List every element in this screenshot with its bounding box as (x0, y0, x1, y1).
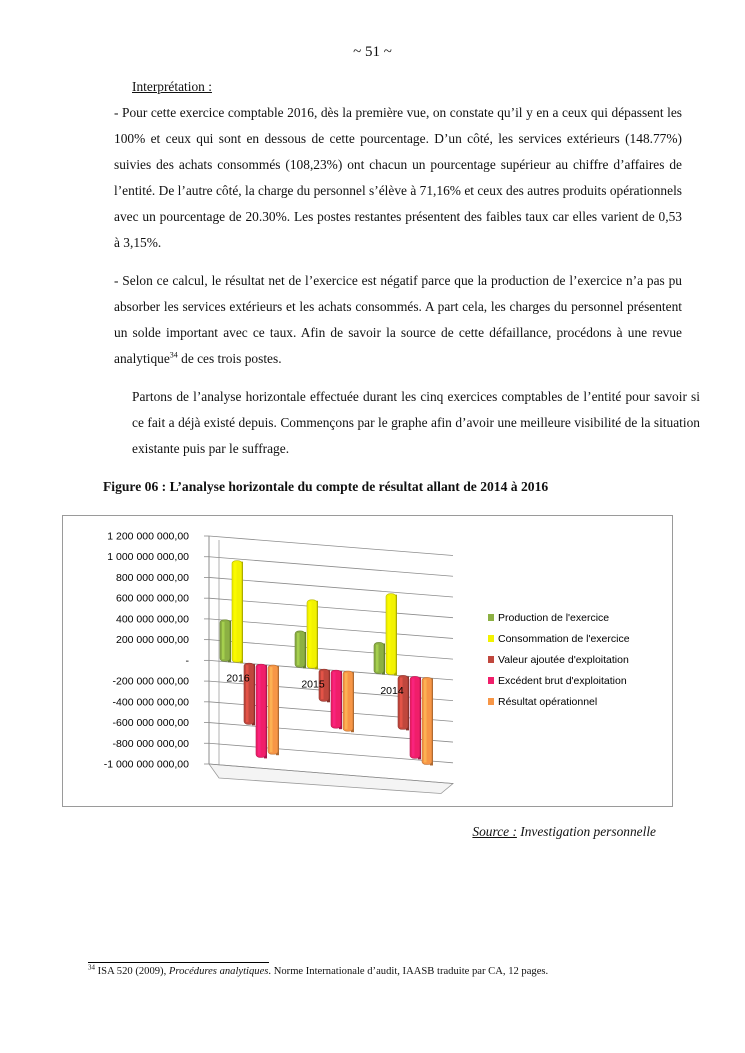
legend-swatch (488, 614, 494, 621)
bar-highlight (412, 678, 415, 756)
footnote-rule (88, 962, 269, 963)
category-label: 2016 (226, 672, 250, 685)
legend-entry: Valeur ajoutée d'exploitation (498, 654, 629, 666)
y-tick-label: -600 000 000,00 (112, 717, 189, 730)
bar-highlight (297, 633, 300, 665)
legend-entry: Résultat opérationnel (498, 696, 598, 708)
footnote-text-end: . Norme Internationale d’audit, IAASB traduite par CA, 12 pages. (268, 966, 549, 977)
chart-frame (62, 515, 673, 807)
source-label: Source : (472, 824, 517, 839)
legend-swatch (488, 635, 494, 642)
paragraph-2-end: de ces trois postes. (177, 351, 282, 366)
bar-2015-1 (307, 600, 317, 668)
bar-highlight (309, 602, 312, 666)
bar-2014-2 (398, 675, 408, 729)
y-tick-label: -200 000 000,00 (112, 675, 189, 688)
bar-highlight (258, 666, 261, 755)
bar-2016-0 (220, 620, 230, 661)
footnote (88, 963, 549, 977)
y-tick-label: -1 000 000 000,00 (103, 758, 189, 771)
paragraph-2 (88, 268, 682, 372)
page-number: ~ 51 ~ (353, 44, 392, 60)
bar-2016-1 (232, 561, 242, 663)
footnote-ref[interactable]: 34 (169, 350, 178, 360)
y-tick-label: 1 000 000 000,00 (107, 551, 189, 564)
legend-entry: Production de l'exercice (498, 612, 610, 624)
y-tick-label: - (185, 654, 189, 667)
paragraph-1: - Pour cette exercice comptable 2016, dès la première vue, on constate qu’il y en a ceux qui dépassent les 100% et ceux qui sont en dessous de cette pourcentage. D’un côté, les services extérieurs (148.77%) suivies des achats consommés (108,23%) ont chacun un pourcentage supérieur au chiffre d’affaires de l’entité. De l’autre côté, la charge du personnel s’élève à 71,16% et ceux des autres produits opérationnels avec un pourcentage de 20.30%. Les postes restantes présentent des faibles taux car elles varient de 0,53 à 3,15%. (114, 105, 682, 250)
bar-highlight (345, 673, 348, 729)
gridline (209, 577, 453, 597)
bar-highlight (388, 596, 391, 673)
bar-2014-4 (422, 677, 432, 764)
gridline (209, 557, 453, 577)
footnote-text: ISA 520 (2009), (95, 966, 169, 977)
bar-2015-3 (331, 670, 341, 728)
bar-2015-0 (295, 631, 305, 667)
legend-entry: Excédent brut d'exploitation (498, 675, 627, 687)
bar-highlight (234, 563, 237, 661)
paragraph-2-text: - Selon ce calcul, le résultat net de l’exercice est négatif parce que la production de l’exercice n’a pas pu absorber les services extérieurs et les achats consommés. A part cela, les charges du personnel présentent un solde important avec ce taux. Afin de savoir la source de cette défaillance, procédons à une revue analytique (114, 273, 682, 366)
paragraph-3: Partons de l’analyse horizontale effectuée durant les cinq exercices comptables de l’entité pour savoir si ce fait a déjà existé depuis. Commençons par le graphe afin d’avoir une meilleure visibilité de la situation existante puis par le suffrage. (132, 389, 700, 456)
source-text: Investigation personnelle (516, 824, 656, 839)
legend-entry: Consommation de l'exercice (498, 633, 630, 645)
bar-2014-0 (374, 642, 384, 673)
bar-chart (63, 516, 672, 806)
y-tick-label: 400 000 000,00 (116, 613, 189, 626)
y-tick-label: 200 000 000,00 (116, 634, 189, 647)
bar-highlight (333, 672, 336, 726)
legend-swatch (488, 656, 494, 663)
gridline (209, 536, 453, 556)
bar-2015-4 (343, 671, 353, 731)
legend-swatch (488, 698, 494, 705)
bar-highlight (376, 644, 379, 671)
category-label: 2015 (301, 678, 325, 691)
bar-2014-1 (386, 594, 396, 675)
y-tick-label: 800 000 000,00 (116, 571, 189, 584)
gridline (209, 640, 453, 660)
bar-highlight (270, 667, 273, 752)
chart-floor (209, 764, 453, 794)
bar-highlight (222, 622, 225, 659)
bar-2014-3 (410, 676, 420, 758)
bar-2016-3 (256, 664, 266, 757)
y-tick-label: 1 200 000 000,00 (107, 530, 189, 543)
y-tick-label: 600 000 000,00 (116, 592, 189, 605)
footnote-title: Procédures analytiques (168, 966, 269, 977)
category-label: 2014 (380, 685, 404, 698)
bar-highlight (424, 679, 427, 762)
source-line (472, 824, 656, 840)
interpretation-heading: Interprétation : (132, 79, 212, 94)
y-tick-label: -400 000 000,00 (112, 696, 189, 709)
gridline (209, 619, 453, 639)
gridline (209, 598, 453, 618)
figure-title: Figure 06 : L’analyse horizontale du compte de résultat allant de 2014 à 2016 (103, 479, 549, 494)
bar-2016-4 (268, 665, 278, 754)
legend-swatch (488, 677, 494, 684)
footnote-number: 34 (88, 963, 95, 972)
y-tick-label: -800 000 000,00 (112, 737, 189, 750)
